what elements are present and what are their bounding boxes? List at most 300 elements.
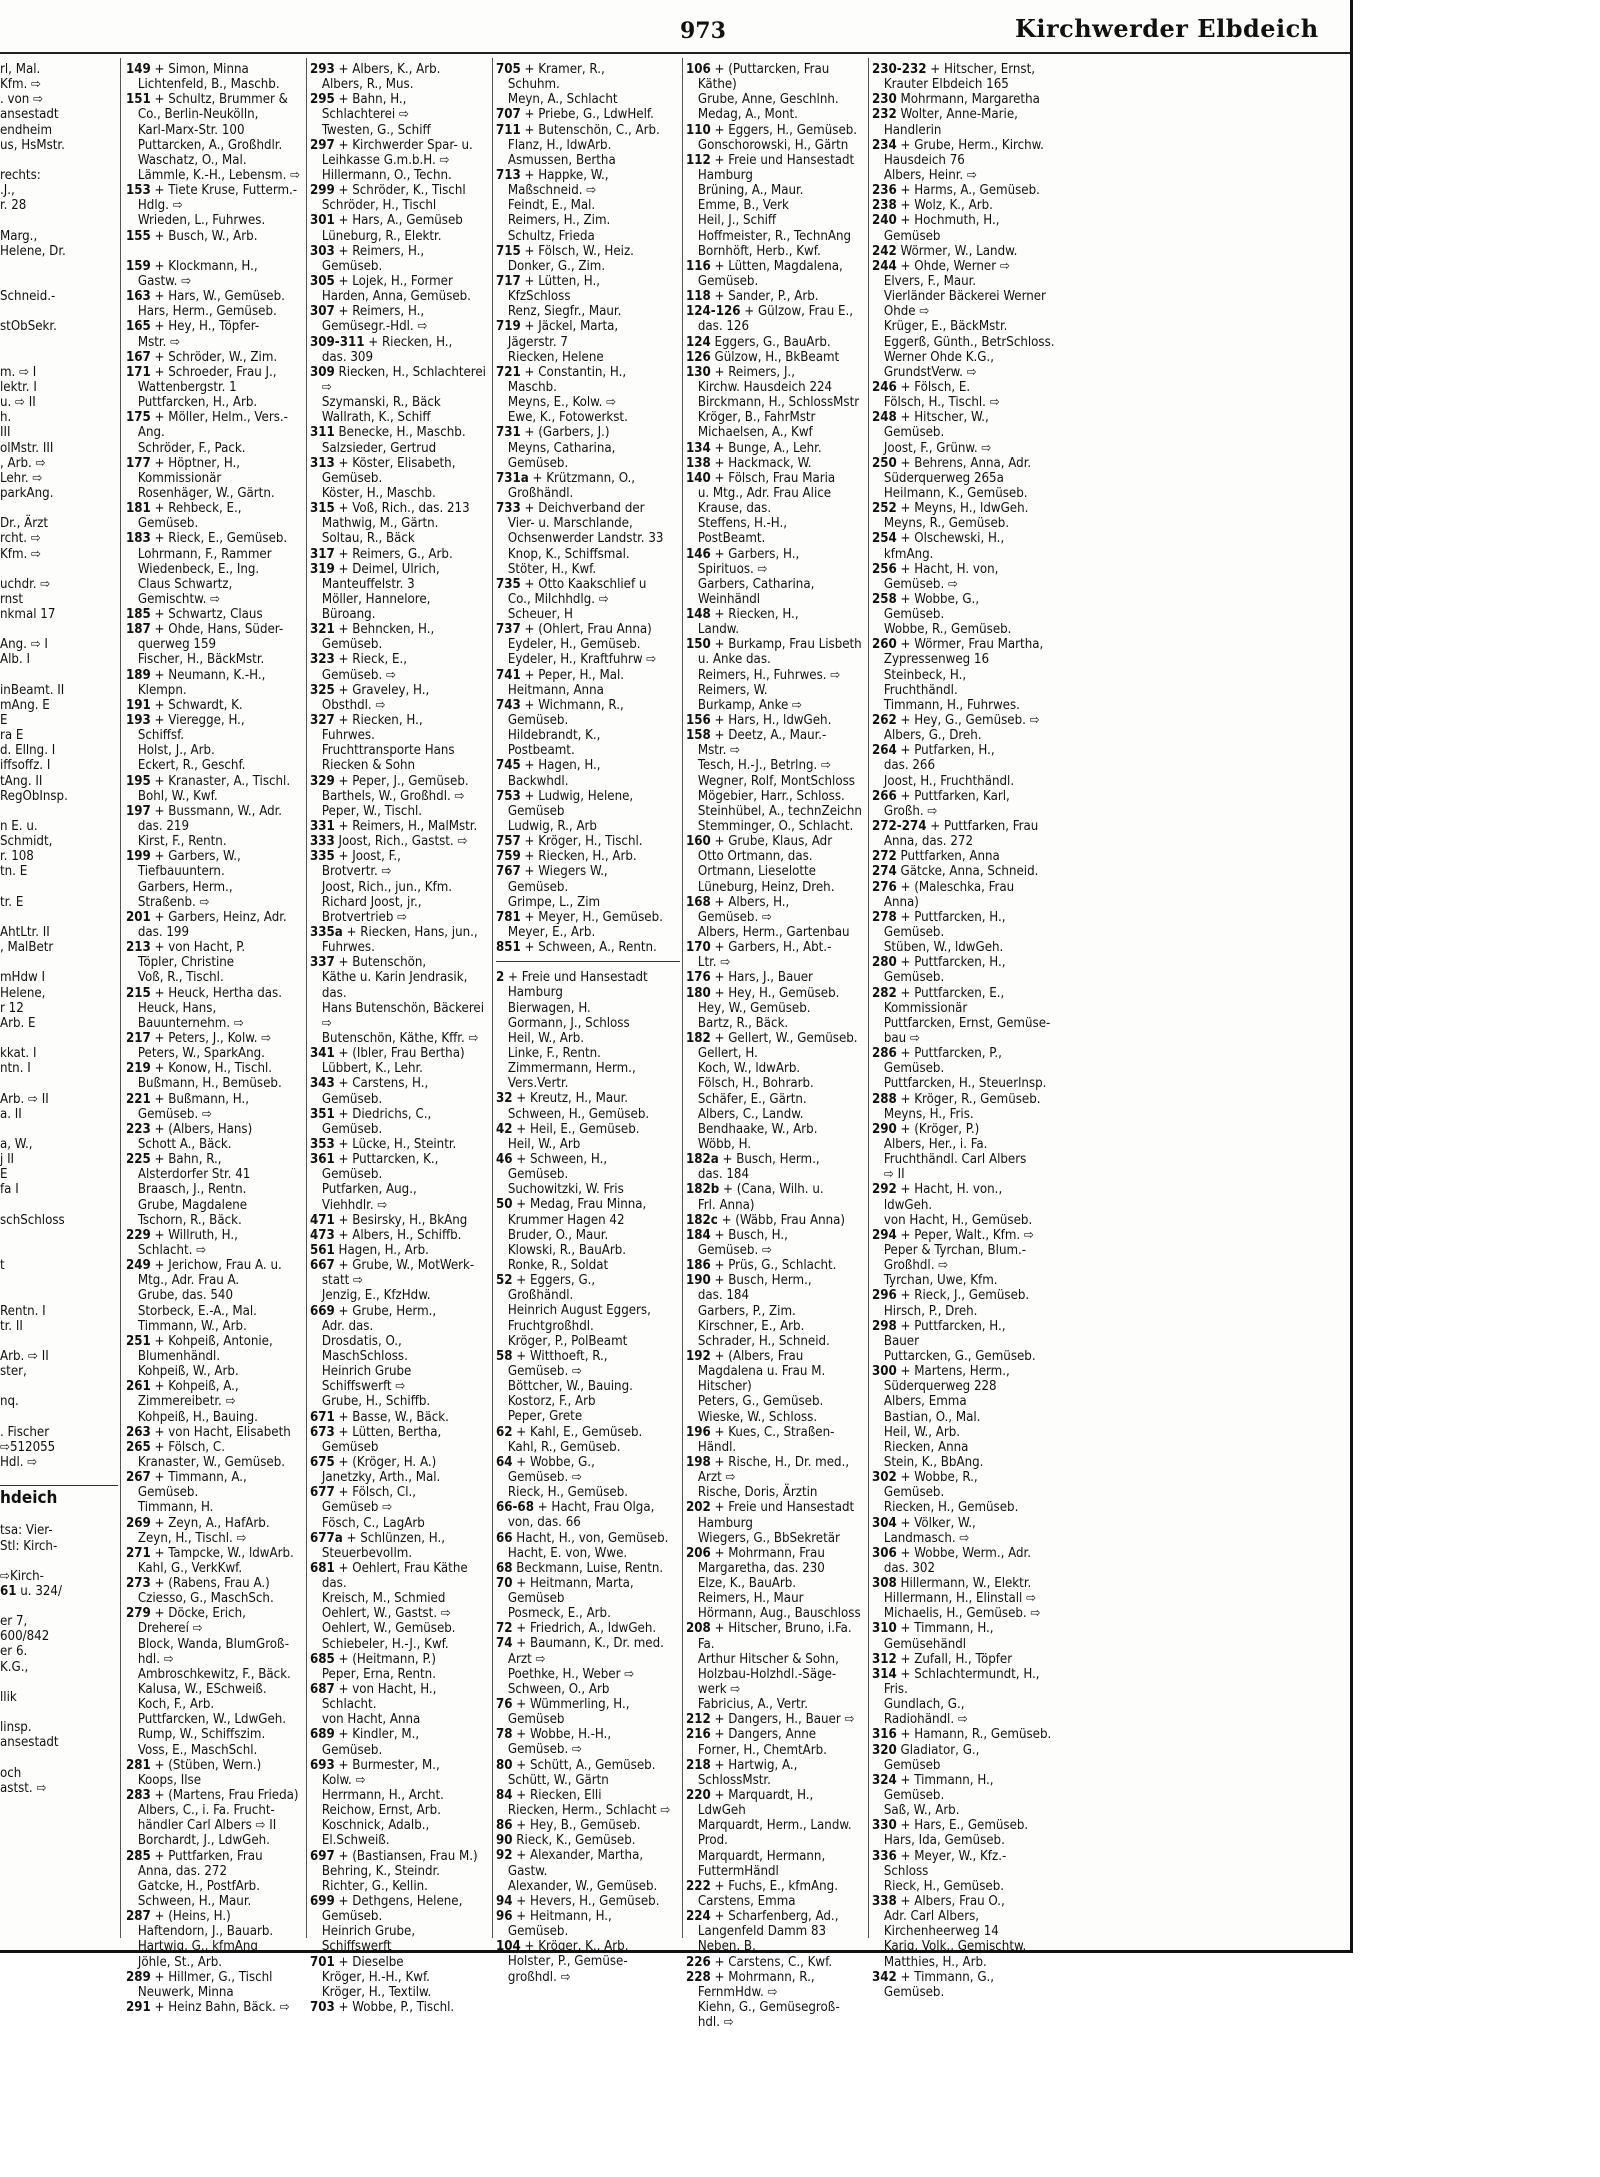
directory-line: das. — [310, 985, 347, 1001]
directory-line: 717 + Lütten, H., — [496, 273, 601, 289]
directory-line: 279 + Döcke, Erich, — [126, 1606, 246, 1622]
directory-line: Steuerbevollm. — [310, 1545, 413, 1561]
directory-line: 673 + Lütten, Bertha, — [310, 1424, 442, 1440]
directory-line: Schröder, F., Pack. — [126, 440, 246, 456]
directory-line: 258 + Wobbe, G., — [872, 591, 980, 607]
directory-line: Wobbe, R., Gemüseb. — [872, 622, 1012, 638]
directory-line: Hars, Herm., Gemüseb. — [126, 304, 277, 320]
directory-line: das. 199 — [126, 925, 190, 941]
directory-line: mHdw I — [0, 970, 45, 986]
directory-line: Bußmann, H., Bemüseb. — [126, 1076, 282, 1092]
directory-line: Ludwig, R., Arb — [496, 819, 597, 835]
directory-line — [0, 1470, 118, 1485]
directory-line: Jenzig, E., KfzHdw. — [310, 1288, 431, 1304]
directory-line: Albers, R., Mus. — [310, 77, 414, 93]
directory-line: Gemüseb. — [496, 713, 569, 729]
directory-line: 685 + (Heitmann, P.) — [310, 1651, 436, 1667]
directory-line — [0, 350, 118, 365]
directory-line — [0, 1379, 118, 1394]
directory-line: Janetzky, Arth., Mal. — [310, 1470, 441, 1486]
directory-line: n E. u. — [0, 819, 38, 835]
directory-line: Anna, das. 272 — [126, 1863, 227, 1879]
directory-line: och — [0, 1765, 22, 1781]
directory-line: Gemüseb. — [496, 1167, 569, 1183]
directory-line: Stl: Kirch- — [0, 1538, 58, 1554]
directory-line: Tiefbauuntern. — [126, 864, 225, 880]
directory-line: h. — [0, 410, 12, 426]
directory-line: Kröger, H.-H., Kwf. — [310, 1969, 430, 1985]
directory-line: Soltau, R., Bäck — [310, 531, 415, 547]
directory-line: Fischer, H., BäckMstr. — [126, 652, 265, 668]
directory-line: inBeamt. II — [0, 682, 65, 698]
directory-line: Heil, W., Arb. — [872, 1424, 961, 1440]
directory-line: 216 + Dangers, Anne — [686, 1727, 817, 1743]
directory-line: 274 Gätcke, Anna, Schneid. — [872, 864, 1039, 880]
directory-line: das. 266 — [872, 758, 936, 774]
directory-line: Fa. — [686, 1636, 715, 1652]
directory-line: 300 + Martens, Herm., — [872, 1364, 1010, 1380]
directory-line: 236 + Harms, A., Gemüseb. — [872, 183, 1040, 199]
directory-line: 197 + Bussmann, W., Adr. — [126, 803, 283, 819]
directory-line: Gemüseb. — [872, 1485, 945, 1501]
directory-line: Großhändl. — [496, 485, 574, 501]
directory-line: Gemüseb — [310, 1439, 379, 1455]
directory-line: Timmann, W., Arb. — [126, 1318, 247, 1334]
directory-line — [0, 335, 118, 350]
directory-line: 705 + Kramer, R., — [496, 62, 605, 77]
directory-line: Tschorn, R., Bäck. — [126, 1212, 242, 1228]
directory-line: 224 + Scharfenberg, Ad., — [686, 1909, 839, 1925]
directory-line: Posmeck, E., Arb. — [496, 1606, 611, 1622]
directory-line: 677 + Fölsch, Cl., — [310, 1485, 417, 1501]
directory-line: 338 + Albers, Frau O., — [872, 1894, 1005, 1910]
directory-line: 156 + Hars, H., ldwGeh. — [686, 713, 832, 729]
directory-line: 323 + Rieck, E., — [310, 652, 408, 668]
directory-line: 713 + Happke, W., — [496, 167, 609, 183]
directory-line: Fris. — [872, 1682, 908, 1698]
directory-line: Leihkasse G.m.b.H. ⇨ — [310, 152, 450, 168]
directory-line: u. ⇨ II — [0, 395, 36, 411]
directory-line: Heil, W., Arb. — [496, 1030, 585, 1046]
directory-line: 126 Gülzow, H., BkBeamt — [686, 349, 840, 365]
directory-line: 219 + Konow, H., Tischl. — [126, 1061, 273, 1077]
directory-line: Gemüseb. — [310, 1909, 383, 1925]
directory-line — [0, 1243, 118, 1258]
directory-line: Schween, O., Arb — [496, 1681, 610, 1697]
directory-line: Saß, W., Arb. — [872, 1803, 960, 1819]
directory-line: K.G., — [0, 1659, 29, 1675]
directory-line: kfmAng. — [872, 546, 934, 562]
directory-line: Timmann, H. — [126, 1500, 214, 1516]
directory-line: 246 + Fölsch, E. — [872, 379, 971, 395]
directory-line: j II — [0, 1152, 15, 1168]
directory-line: Ortmann, Lieselotte — [686, 864, 816, 880]
directory-line: Meyn, A., Schlacht — [496, 92, 618, 108]
directory-line: 163 + Hars, W., Gemüseb. — [126, 289, 285, 305]
directory-line: 64 + Wobbe, G., — [496, 1454, 595, 1470]
directory-line: das. 219 — [126, 819, 190, 835]
directory-line: 329 + Peper, J., Gemüseb. — [310, 773, 469, 789]
directory-line: 110 + Eggers, H., Gemüseb. — [686, 122, 858, 138]
directory-line: Steinhübel, A., technZeichn — [686, 803, 862, 819]
directory-line: 703 + Wobbe, P., Tischl. — [310, 2000, 455, 2015]
directory-line: 261 + Kohpeiß, A., — [126, 1379, 239, 1395]
directory-line: Koschnick, Adalb., — [310, 1818, 430, 1834]
directory-line: Töpler, Christine — [126, 955, 235, 971]
directory-line: Schiffswerft — [310, 1939, 392, 1955]
directory-line: 295 + Bahn, H., — [310, 92, 407, 108]
column-divider — [868, 58, 869, 1938]
directory-line: 182c + (Wäbb, Frau Anna) — [686, 1212, 846, 1228]
directory-line: Herrmann, H., Archt. — [310, 1788, 444, 1804]
directory-line: 343 + Carstens, H., — [310, 1076, 429, 1092]
directory-line: Karl-Marx-Str. 100 — [126, 122, 245, 138]
directory-line: Köster, H., Maschb. — [310, 485, 436, 501]
directory-line: Emme, B., Verk — [686, 198, 789, 214]
directory-line: tAng. II — [0, 773, 43, 789]
directory-line: Stemminger, O., Schlacht. — [686, 819, 854, 835]
directory-line — [0, 1750, 118, 1765]
directory-line: Helene, Dr. — [0, 243, 66, 259]
directory-line: Riecken, Anna — [872, 1439, 969, 1455]
directory-line: Peper, Grete — [496, 1409, 583, 1425]
directory-line: Albers, G., Dreh. — [872, 728, 982, 744]
directory-line: 308 Hillermann, W., Elektr. — [872, 1576, 1032, 1592]
directory-line: 254 + Olschewski, H., — [872, 531, 1005, 547]
directory-line: Lübbert, K., Lehr. — [310, 1061, 423, 1077]
directory-line: Arzt ⇨ — [686, 1470, 736, 1486]
directory-line: 106 + (Puttarcken, Frau — [686, 62, 830, 77]
directory-line: Michaelsen, A., Kwf — [686, 425, 813, 441]
directory-line: 202 + Freie und Hansestadt — [686, 1500, 855, 1516]
directory-line: 90 Rieck, K., Gemüseb. — [496, 1833, 636, 1849]
directory-line: FernmHdw. ⇨ — [686, 1984, 778, 2000]
directory-line: Kolw. ⇨ — [310, 1772, 366, 1788]
directory-line: Kreisch, M., Schmied — [310, 1591, 446, 1607]
directory-line: 175 + Möller, Helm., Vers.- — [126, 410, 288, 426]
directory-line: 743 + Wichmann, R., — [496, 697, 624, 713]
directory-line: Wegner, Rolf, MontSchloss — [686, 773, 855, 789]
directory-line: Kahl, R., Gemüseb. — [496, 1439, 621, 1455]
directory-line: 313 + Köster, Elisabeth, — [310, 455, 456, 471]
directory-line: Puttfarcken, H., Steuerlnsp. — [872, 1076, 1047, 1092]
directory-line: Krummer Hagen 42 — [496, 1212, 625, 1228]
directory-line: 291 + Heinz Bahn, Bäck. ⇨ — [126, 2000, 290, 2015]
directory-line: Rentn. I — [0, 1303, 46, 1319]
directory-line: Heuck, Hans, — [126, 1000, 217, 1016]
directory-line: Bruder, O., Maur. — [496, 1227, 609, 1243]
directory-line: nkmal 17 — [0, 607, 56, 623]
directory-line: Schultz, Frieda — [496, 228, 595, 244]
directory-line: Landw. — [686, 622, 740, 638]
directory-line: Drehereí ⇨ — [126, 1621, 203, 1637]
directory-line: Scheuer, H — [496, 607, 573, 623]
directory-line: Gemüseb. — [496, 879, 569, 895]
directory-line: 181 + Rehbeck, E., — [126, 501, 242, 517]
directory-line: Alb. I — [0, 652, 30, 668]
directory-line: 293 + Albers, K., Arb. — [310, 62, 441, 77]
directory-line: Flanz, H., ldwArb. — [496, 137, 612, 153]
directory-line: Gemüseb — [872, 1757, 941, 1773]
directory-line: 68 Beckmann, Luise, Rentn. — [496, 1560, 664, 1576]
directory-line: 671 + Basse, W., Bäck. — [310, 1409, 449, 1425]
directory-line: Kahl, G., VerkKwf. — [126, 1560, 243, 1576]
directory-line: Großhändl. — [496, 1288, 574, 1304]
directory-line: 781 + Meyer, H., Gemüseb. — [496, 909, 663, 925]
directory-line: Butenschön, Käthe, Kffr. ⇨ — [310, 1031, 479, 1046]
directory-line: Lüneburg, R., Elektr. — [310, 228, 442, 244]
directory-line: Hartwig, G., kfmAng — [126, 1939, 258, 1955]
directory-line: Block, Wanda, BlumGroß- — [126, 1636, 290, 1652]
directory-line: Gemüseb. — [872, 925, 945, 941]
directory-line: 242 Wörmer, W., Landw. — [872, 243, 1018, 259]
directory-line: ⇨512055 — [0, 1439, 56, 1455]
directory-line: Reimers, H., Zim. — [496, 213, 611, 229]
directory-line: Viehhdlr. ⇨ — [310, 1197, 388, 1213]
directory-line: El.Schweiß. — [310, 1833, 390, 1849]
directory-line: 689 + Kindler, M., — [310, 1727, 420, 1743]
directory-line: Hillermann, H., Elinstall ⇨ — [872, 1591, 1037, 1607]
directory-line: Kfm. ⇨ — [0, 546, 41, 562]
directory-line: Helene, — [0, 985, 46, 1001]
directory-line: Gemüseb. — [496, 1924, 569, 1940]
directory-line: Manteuffelstr. 3 — [310, 576, 415, 592]
directory-line: 66 Hacht, H., von, Gemüseb. — [496, 1530, 669, 1546]
directory-line: Michaelis, H., Gemüseb. ⇨ — [872, 1606, 1041, 1622]
directory-line: Vierländer Bäckerei Werner — [872, 289, 1046, 305]
section-rule — [496, 961, 680, 970]
directory-line: Burkamp, Anke ⇨ — [686, 697, 802, 713]
directory-line — [0, 153, 118, 168]
directory-line: 273 + (Rabens, Frau A.) — [126, 1576, 270, 1592]
directory-line: 222 + Fuchs, E., kfmAng. — [686, 1878, 838, 1894]
directory-line: 263 + von Hacht, Elisabeth — [126, 1424, 291, 1440]
directory-line: 731 + (Garbers, J.) — [496, 425, 610, 441]
directory-line: 116 + Lütten, Magdalena, — [686, 258, 843, 274]
directory-line: 70 + Heitmann, Marta, — [496, 1575, 634, 1591]
directory-line: 292 + Hacht, H. von., — [872, 1182, 1003, 1198]
directory-line: 272-274 + Puttfarken, Frau — [872, 819, 1039, 835]
directory-line: Kirschner, E., Arb. — [686, 1318, 805, 1334]
directory-line: 130 + Reimers, J., — [686, 364, 795, 380]
directory-line: Zypressenweg 16 — [872, 652, 990, 668]
directory-line: Albers, C., i. Fa. Frucht- — [126, 1803, 275, 1819]
directory-line: Gemüseb. ⇨ — [686, 1242, 772, 1258]
directory-line: Richard Joost, jr., — [310, 894, 422, 910]
directory-line: 250 + Behrens, Anna, Adr. — [872, 455, 1032, 471]
directory-line — [0, 1675, 118, 1690]
directory-line: 177 + Höptner, H., — [126, 455, 241, 471]
directory-line: Putfarken, Aug., — [310, 1182, 417, 1198]
directory-line: 158 + Deetz, A., Maur.- — [686, 728, 827, 744]
directory-line: 190 + Busch, Herm., — [686, 1273, 812, 1289]
directory-line: Prod. — [686, 1833, 728, 1849]
directory-line: 182b + (Cana, Wilh. u. — [686, 1182, 824, 1198]
directory-line: Kirst, F., Rentn. — [126, 834, 227, 850]
directory-line: Magdalena u. Frau M. — [686, 1364, 826, 1380]
directory-line: 230-232 + Hitscher, Ernst, — [872, 62, 1036, 77]
directory-line: 138 + Hackmack, W. — [686, 455, 812, 471]
directory-line: 225 + Bahn, R., — [126, 1152, 222, 1168]
directory-line: Steinbeck, H., — [872, 667, 967, 683]
directory-line: 561 Hagen, H., Arb. — [310, 1242, 429, 1258]
directory-line: Fölsch, H., Bohrarb. — [686, 1076, 814, 1092]
directory-line: Reimers, H., Fuhrwes. ⇨ — [686, 667, 841, 683]
directory-line: 124-126 + Gülzow, Frau E., — [686, 304, 854, 320]
directory-line: Hamburg — [496, 985, 563, 1001]
directory-line: Anna, das. 272 — [872, 834, 973, 850]
directory-line: Gatcke, H., PostfArb. — [126, 1878, 260, 1894]
directory-line: 184 + Busch, H., — [686, 1227, 788, 1243]
directory-line — [0, 1076, 118, 1091]
directory-line: 299 + Schröder, K., Tischl — [310, 183, 466, 199]
directory-line: 46 + Schween, H., — [496, 1151, 608, 1167]
directory-line: hdl. ⇨ — [126, 1651, 174, 1667]
directory-line: Kiehn, G., Gemüsegroß- — [686, 2000, 840, 2015]
directory-line: er 7, — [0, 1614, 28, 1630]
directory-line: 306 + Wobbe, Werm., Adr. — [872, 1545, 1031, 1561]
directory-line: 321 + Behncken, H., — [310, 622, 435, 638]
directory-line: Albers, Herm., Gartenbau — [686, 925, 850, 941]
directory-line: 61 u. 324/ — [0, 1583, 62, 1599]
directory-line — [0, 1705, 118, 1720]
directory-line: Landmasch. ⇨ — [872, 1530, 970, 1546]
directory-line: Feindt, E., Mal. — [496, 198, 596, 214]
directory-line: 317 + Reimers, G., Arb. — [310, 546, 453, 562]
directory-line: Zimmermann, Herm., — [496, 1061, 636, 1077]
directory-line: Wiedenbeck, E., Ing. — [126, 561, 260, 577]
directory-line: 215 + Heuck, Hertha das. — [126, 985, 282, 1001]
directory-line: a, W., — [0, 1136, 33, 1152]
directory-line: Garbers, P., Zim. — [686, 1303, 796, 1319]
directory-line: Co., Milchhdlg. ⇨ — [496, 591, 609, 607]
directory-line: mAng. E — [0, 697, 50, 713]
directory-line: Schlachterei ⇨ — [310, 107, 409, 123]
directory-line: 217 + Peters, J., Kolw. ⇨ — [126, 1031, 272, 1046]
directory-line: Mstr. ⇨ — [686, 743, 741, 759]
directory-line: 669 + Grube, Herm., — [310, 1303, 437, 1319]
directory-line: Harden, Anna, Gemüseb. — [310, 289, 471, 305]
column-4 — [686, 62, 866, 2030]
directory-line: Neuwerk, Minna — [126, 1984, 234, 2000]
directory-line: 276 + (Maleschka, Frau — [872, 879, 1015, 895]
directory-line: rechts: — [0, 167, 41, 183]
directory-line: 715 + Fölsch, W., Heiz. — [496, 243, 634, 259]
directory-line: Fuhrwes. — [310, 940, 375, 956]
directory-line: 351 + Diedrichs, C., — [310, 1106, 432, 1122]
directory-line: Gemüseb. — [872, 425, 945, 441]
directory-line: Gemüseb. ⇨ — [496, 1742, 582, 1758]
column-divider — [120, 58, 121, 1938]
directory-line: 176 + Hars, J., Bauer — [686, 970, 813, 986]
directory-line: 112 + Freie und Hansestadt — [686, 152, 855, 168]
directory-line — [0, 274, 118, 289]
directory-line: Albers, C., Landw. — [686, 1106, 804, 1122]
directory-line: Wöbb, H. — [686, 1136, 752, 1152]
directory-line: Spirituos. ⇨ — [686, 561, 768, 577]
directory-line: 52 + Eggers, G., — [496, 1273, 596, 1289]
directory-line: 281 + (Stüben, Wern.) — [126, 1757, 262, 1773]
directory-line: Bohl, W., Kwf. — [126, 788, 218, 804]
directory-line: Handlerin — [872, 122, 942, 138]
directory-line: , Arb. ⇨ — [0, 455, 46, 471]
directory-line: fa I — [0, 1182, 19, 1198]
running-head: Kirchwerder Elbdeich — [1015, 14, 1319, 43]
directory-line: Rische, Doris, Ärztin — [686, 1485, 818, 1501]
directory-line: 302 + Wobbe, R., — [872, 1470, 978, 1486]
directory-line: 146 + Garbers, H., — [686, 546, 800, 562]
directory-line: 201 + Garbers, Heinz, Adr. — [126, 909, 287, 925]
directory-line — [0, 804, 118, 819]
directory-line: Bartz, R., Bäck. — [686, 1015, 789, 1031]
directory-line: 305 + Lojek, H., Former — [310, 273, 453, 289]
directory-line: Gemüseb. ⇨ — [872, 576, 958, 592]
directory-line: Puttfarcken, W., LdwGeh. — [126, 1712, 287, 1728]
directory-line: 199 + Garbers, W., — [126, 849, 241, 865]
directory-line: er 6. — [0, 1644, 28, 1660]
directory-line: 310 + Timmann, H., — [872, 1621, 994, 1637]
directory-line: Schween, H., Maur. — [126, 1894, 252, 1910]
directory-line: Schlacht. ⇨ — [126, 1242, 207, 1258]
directory-line: PostBeamt. — [686, 531, 766, 547]
directory-line: händler Carl Albers ⇨ II — [126, 1818, 277, 1834]
directory-line: Straßenb. ⇨ — [126, 894, 210, 910]
directory-line: 757 + Kröger, H., Tischl. — [496, 834, 643, 850]
directory-line: a. II — [0, 1106, 22, 1122]
directory-line: Hörmann, Aug., Bauschloss — [686, 1606, 861, 1622]
directory-line: Peters, W., SparkAng. — [126, 1046, 265, 1062]
directory-line: Arb. ⇨ II — [0, 1091, 49, 1107]
directory-line: Ronke, R., Soldat — [496, 1257, 609, 1273]
directory-line: Garbers, Catharina, — [686, 576, 815, 592]
directory-line: Gemüseb. ⇨ — [686, 909, 772, 925]
directory-line: Reimers, H., Maur — [686, 1591, 804, 1607]
directory-line: tsa: Vier- — [0, 1523, 53, 1539]
directory-line: 251 + Kohpeiß, Antonie, — [126, 1333, 273, 1349]
directory-line: 186 + Prüs, G., Schlacht. — [686, 1258, 837, 1274]
directory-line: Ewe, K., Fotowerkst. — [496, 410, 628, 426]
directory-line: 285 + Puttfarken, Frau — [126, 1848, 263, 1864]
directory-line: 2 + Freie und Hansestadt — [496, 970, 648, 986]
directory-line: Gemüseb. — [872, 607, 945, 623]
directory-line: Haftendorn, J., Bauarb. — [126, 1924, 274, 1940]
directory-line: Schuhm. — [496, 77, 560, 93]
directory-line: Meyns, E., Kolw. ⇨ — [496, 395, 617, 411]
directory-line: Arb. ⇨ II — [0, 1348, 49, 1364]
directory-line: 271 + Tampcke, W., ldwArb. — [126, 1545, 294, 1561]
directory-line: Schiebeler, H.-J., Kwf. — [310, 1636, 449, 1652]
directory-line: Co., Berlin-Neukölln, — [126, 107, 259, 123]
directory-line: rcht. ⇨ — [0, 531, 41, 547]
directory-line — [0, 668, 118, 683]
directory-line: 92 + Alexander, Martha, — [496, 1848, 644, 1864]
directory-line: Garbers, Herm., — [126, 879, 233, 895]
directory-line: 600/842 — [0, 1629, 50, 1645]
directory-line: Heilmann, K., Gemüseb. — [872, 485, 1028, 501]
directory-line — [0, 1554, 118, 1569]
directory-line: Anna) — [872, 894, 919, 910]
directory-line: RegObInsp. — [0, 788, 68, 804]
directory-line: Peters, G., Gemüseb. — [686, 1394, 824, 1410]
directory-line — [0, 304, 118, 319]
directory-line: von Hacht, Anna — [310, 1712, 421, 1728]
directory-line: Holzbau-Holzhdl.-Säge- — [686, 1666, 837, 1682]
directory-line: rnst — [0, 591, 23, 607]
directory-line: 42 + Heil, E., Gemüseb. — [496, 1121, 640, 1137]
directory-line: 213 + von Hacht, P. — [126, 940, 246, 956]
directory-line: 260 + Wörmer, Frau Martha, — [872, 637, 1044, 653]
directory-line: ldwGeh. — [872, 1197, 933, 1213]
